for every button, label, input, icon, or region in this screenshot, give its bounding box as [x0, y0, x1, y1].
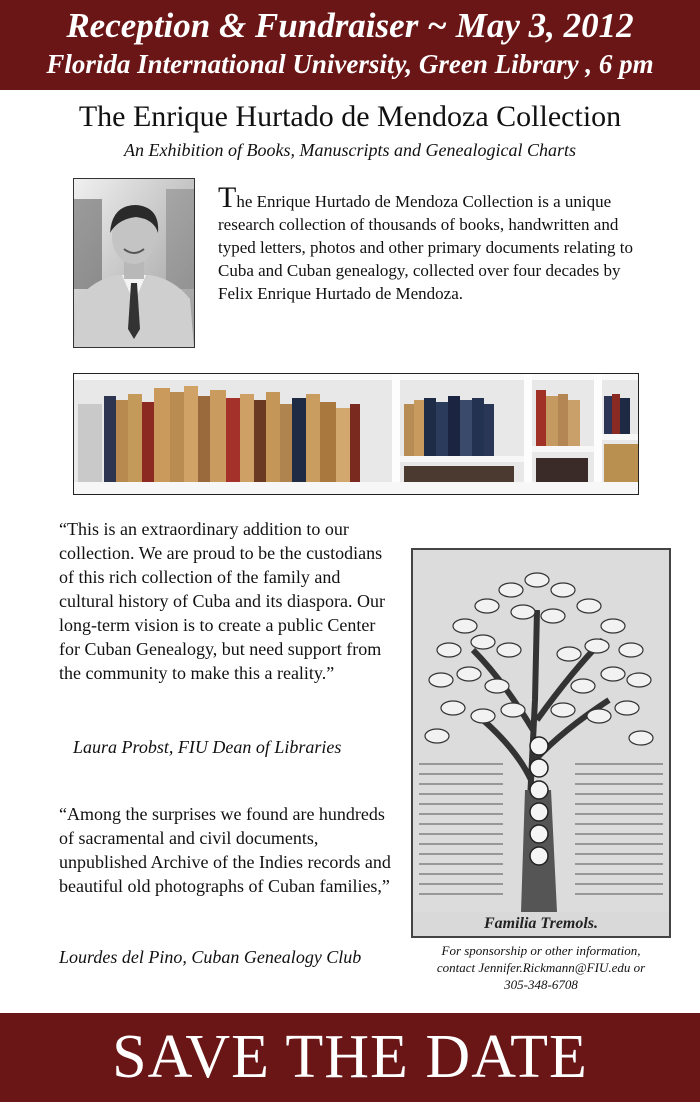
collection-subtitle: An Exhibition of Books, Manuscripts and Genealogical Charts [124, 140, 576, 160]
bookshelf-illustration [74, 374, 638, 494]
collection-title: The Enrique Hurtado de Mendoza Collection [78, 100, 622, 133]
event-headline: Reception & Fundraiser ~ May 3, 2012 [66, 6, 634, 45]
tree-caption: Familia Tremols. [483, 915, 599, 932]
family-tree-illustration [413, 550, 669, 912]
drop-cap: T [218, 181, 237, 214]
intro-paragraph [218, 181, 638, 305]
portrait-illustration [74, 179, 194, 347]
quote-del-pino: “Among the surprises we found are hundreds of sacramental and civil documents, unpublished Archive of the Indies records and beautiful old photographs of Cuban families,” [59, 804, 391, 896]
intro-text: he Enrique Hurtado de Mendoza Collection is a unique research collection of thousands of books, handwritten and typed letters, photos and other primary documents relating to Cuba and Cuban genealogy, collected over four decades by Felix Enrique Hurtado de Mendoza. [218, 192, 633, 303]
family-tree-chart [411, 548, 671, 938]
contact-line-2: contact Jennifer.Rickmann@FIU.edu or [436, 960, 646, 975]
bookshelf-photo [73, 373, 639, 495]
top-banner [0, 0, 700, 90]
tree-caption-band [413, 912, 669, 936]
contact-info [412, 942, 670, 993]
portrait-photo [73, 178, 195, 348]
bottom-banner [0, 1013, 700, 1102]
save-the-date: SAVE THE DATE [112, 1023, 588, 1091]
contact-line-3: 305-348-6708 [504, 977, 578, 992]
contact-line-1: For sponsorship or other information, [441, 943, 641, 958]
quote-probst-attribution: Laura Probst, FIU Dean of Libraries [73, 737, 342, 757]
quote-del-pino-attribution: Lourdes del Pino, Cuban Genealogy Club [59, 947, 362, 967]
event-location: Florida International University, Green Library , 6 pm [46, 49, 654, 79]
quote-probst: “This is an extraordinary addition to our collection. We are proud to be the custodians of this rich collection of the family and cultural history of Cuba and its diaspora. Our long-term vision is to create a public Center for Cuban Genealogy, but need support from the community to make this a reality.” [59, 519, 385, 683]
